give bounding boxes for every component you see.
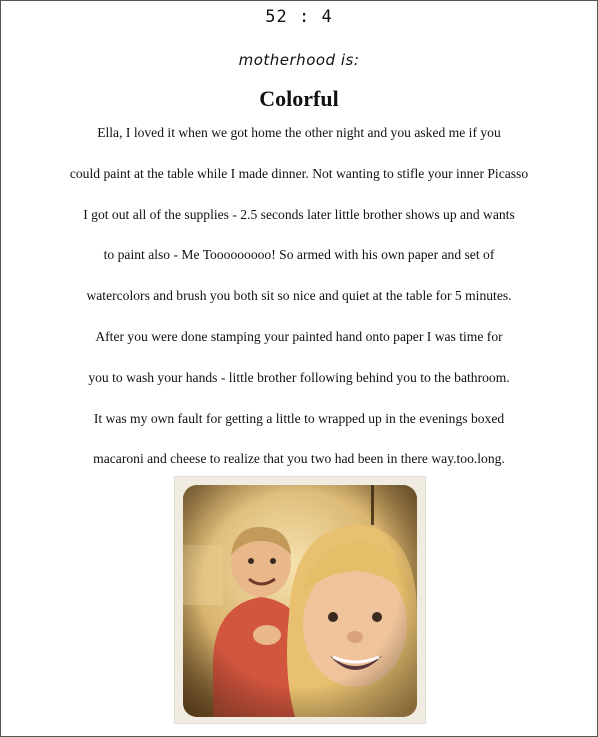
- story-line: Ella, I loved it when we got home the other night and you asked me if you: [97, 125, 501, 140]
- story-line: you to wash your hands - little brother following behind you to the bathroom.: [88, 369, 510, 385]
- story-line: to paint also - Me Tooooooooo! So armed with his own paper and set of: [103, 247, 495, 263]
- story-line: could paint at the table while I made dinner. Not wanting to stifle your inner Picasso: [69, 165, 529, 181]
- story-line: After you were done stamping your painted hand onto paper I was time for: [95, 328, 503, 344]
- story-line: I got out all of the supplies - 2.5 seconds later little brother shows up and wants: [83, 206, 515, 222]
- page-subtitle: motherhood is:: [238, 51, 360, 69]
- story-line: It was my own fault for getting a little to wrapped up in the evenings boxed: [93, 410, 505, 426]
- story-text: [1, 121, 597, 488]
- story-line: watercolors and brush you both sit so nice and quiet at the table for 5 minutes.: [86, 288, 512, 304]
- week-number: 52 : 4: [265, 7, 333, 27]
- story-line: macaroni and cheese to realize that you two had been in there way.too.long.: [93, 451, 505, 467]
- photo-frame: [174, 476, 426, 724]
- children-photo-illustration: [183, 485, 417, 717]
- page-title: Colorful: [259, 86, 339, 111]
- children-photo: [183, 485, 417, 717]
